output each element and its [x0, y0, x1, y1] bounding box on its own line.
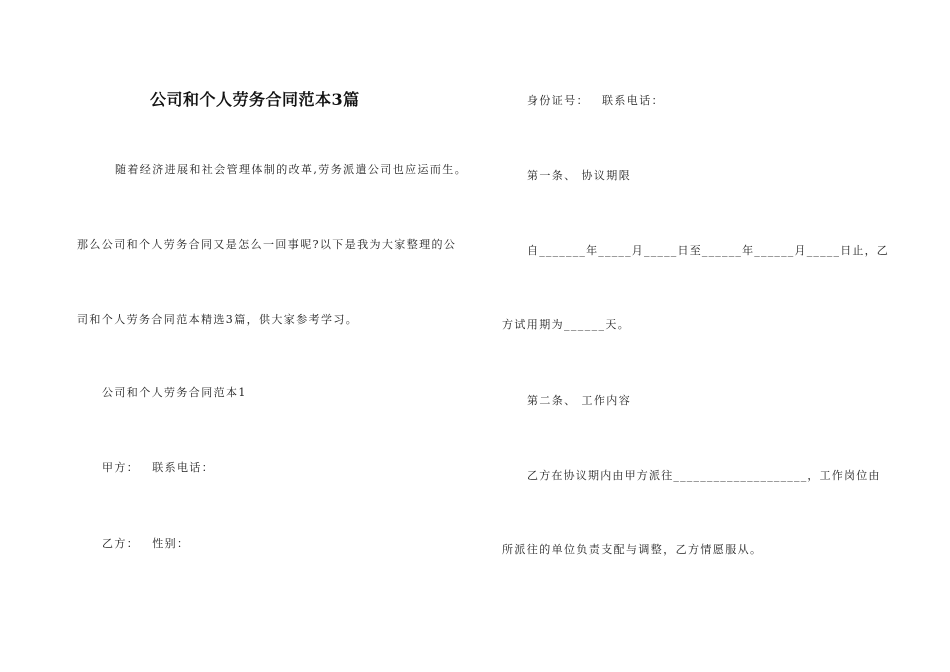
work-line-1: 乙方在协议期内由甲方派往____________________，工作岗位由	[527, 469, 881, 482]
intro-line-2: 那么公司和个人劳务合同又是怎么一回事呢?以下是我为大家整理的公	[77, 238, 457, 251]
party-b-label: 乙方：	[102, 537, 140, 550]
party-a-label: 甲方：	[102, 461, 140, 474]
article-2-heading: 第二条、 工作内容	[527, 394, 632, 407]
section-heading: 公司和个人劳务合同范本1	[102, 386, 247, 399]
party-a-phone-label: 联系电话：	[152, 461, 215, 474]
period-line-2: 方试用期为______天。	[502, 318, 631, 331]
period-line-1: 自_______年_____月_____日至______年______月_____日止，乙	[527, 244, 889, 257]
article-1-heading: 第一条、 协议期限	[527, 169, 632, 182]
id-label: 身份证号：	[527, 94, 589, 107]
party-b-gender-label: 性别：	[152, 537, 190, 550]
document-title: 公司和个人劳务合同范本3篇	[150, 90, 360, 109]
party-b-row	[102, 537, 189, 551]
phone-label: 联系电话：	[602, 94, 664, 107]
work-line-2: 所派往的单位负责支配与调整，乙方情愿服从。	[502, 543, 763, 556]
id-row	[527, 94, 664, 108]
intro-line-3: 司和个人劳务合同范本精选3篇，供大家参考学习。	[77, 313, 359, 326]
intro-line-1: 随着经济进展和社会管理体制的改革,劳务派遣公司也应运而生。	[115, 163, 468, 176]
party-a-row	[102, 461, 214, 475]
